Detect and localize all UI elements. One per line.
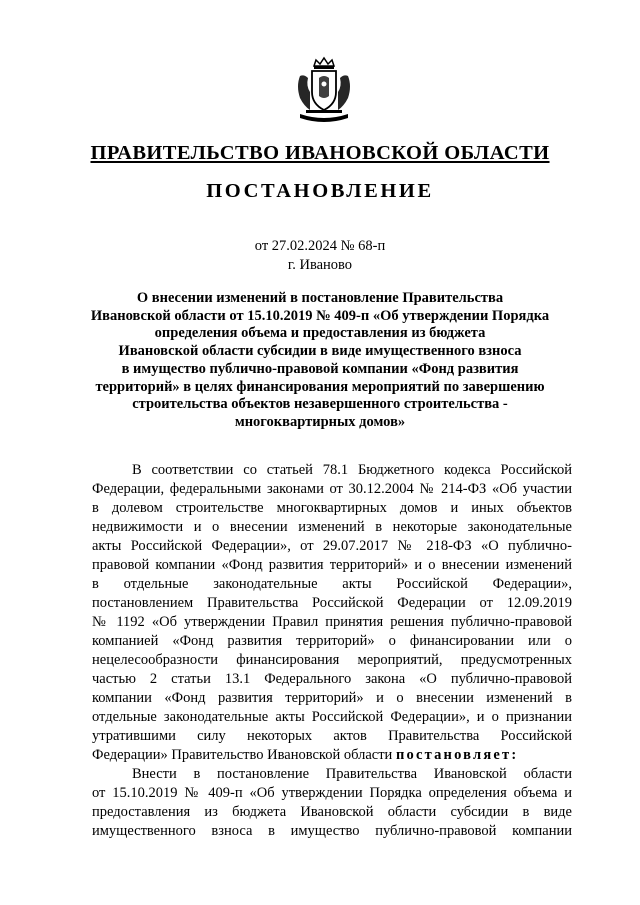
body-line: В соответствии со статьей 78.1 Бюджетного кодекса Российской	[132, 462, 572, 478]
document-body	[92, 461, 572, 841]
body-line: Федерации, федеральными законами от 30.12.2004 № 214-ФЗ «Об участии	[92, 481, 572, 497]
body-line: в долевом строительстве многоквартирных домов и иных объектов	[92, 500, 572, 516]
body-line: нецелесообразности финансирования мероприятий, предусмотренных	[92, 652, 572, 668]
document-subject	[60, 290, 580, 432]
body-line-text: Федерации» Правительство Ивановской области	[92, 747, 396, 763]
body-line: компанией «Фонд развития территорий» о финансировании или о	[92, 633, 572, 649]
subject-line: многоквартирных домов»	[234, 413, 406, 430]
subject-line: в имущество публично-правовой компании «Фонд развития	[121, 360, 519, 377]
body-line: постановлением Правительства Российской Федерации от 12.09.2019	[92, 595, 572, 611]
body-line: № 1192 «Об утверждении Правил принятия решения публично-правовой	[92, 614, 572, 630]
body-line: утратившими силу некоторых актов Правительства Российской	[92, 728, 572, 744]
body-line: акты Российской Федерации», от 29.07.2017 № 218-ФЗ «О публично-	[92, 538, 572, 554]
body-line: компании «Фонд развития территорий» и о внесении изменений в	[92, 690, 572, 706]
body-line: правовой компании «Фонд развития территорий» и о внесении изменений	[92, 557, 572, 573]
subject-line: территорий» в целях финансирования мероприятий по завершению	[95, 378, 545, 395]
body-line: имущественного взноса в имущество публично-правовой компании	[92, 823, 572, 839]
document-city: г. Иваново	[287, 257, 353, 273]
document-type: ПОСТАНОВЛЕНИЕ	[206, 180, 434, 202]
body-line: в отдельные законодательные акты Российской Федерации»,	[92, 576, 572, 592]
subject-line: строительства объектов незавершенного строительства -	[132, 396, 508, 413]
subject-line: Ивановской области субсидии в виде имущественного взноса	[118, 343, 522, 360]
organization-title: ПРАВИТЕЛЬСТВО ИВАНОВСКОЙ ОБЛАСТИ	[90, 142, 550, 164]
subject-line: Ивановской области от 15.10.2019 № 409-п «Об утверждении Порядка	[90, 307, 550, 324]
subject-line: определения объема и предоставления из бюджета	[154, 325, 486, 342]
body-line: от 15.10.2019 № 409-п «Об утверждении Порядка определения объема и	[92, 785, 572, 801]
decree-word: постановляет:	[395, 747, 519, 763]
document-date-number: от 27.02.2024 № 68-п	[254, 238, 386, 254]
body-line: частью 2 статьи 13.1 Федерального закона «О публично-правовой	[92, 671, 572, 687]
body-line-decree	[92, 746, 572, 765]
body-line: недвижимости и о внесении изменений в некоторые законодательные	[92, 519, 572, 535]
ivanovo-coat-of-arms-icon	[292, 56, 356, 128]
body-line: отдельные законодательные акты Российской Федерации», и о признании	[92, 709, 572, 725]
subject-line: О внесении изменений в постановление Правительства	[136, 290, 504, 306]
body-line: предоставления из бюджета Ивановской области субсидии в виде	[92, 804, 572, 820]
body-line: Внести в постановление Правительства Ивановской области	[132, 766, 572, 782]
